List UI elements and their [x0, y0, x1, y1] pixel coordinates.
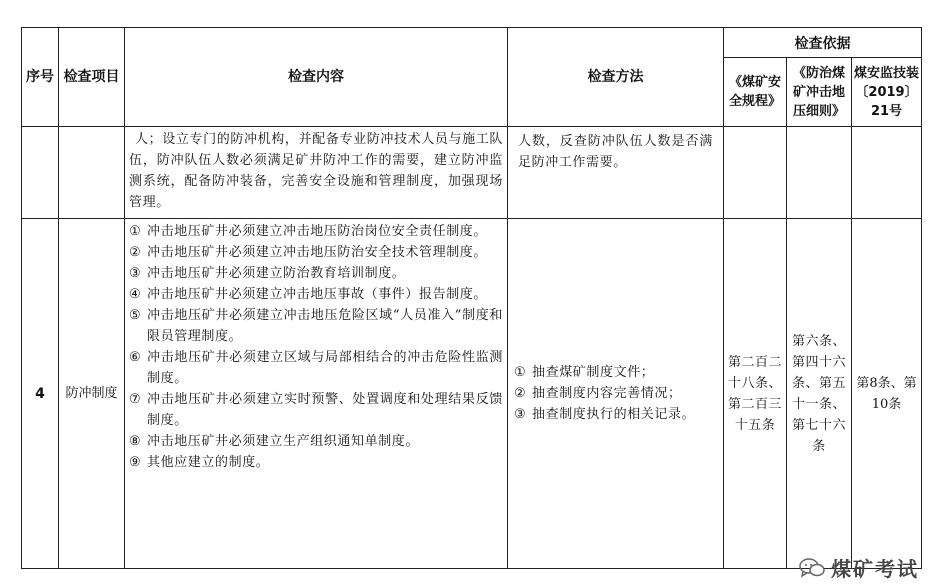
content-item-text: 冲击地压矿井必须建立冲击地压事故（事件）报告制度。 — [147, 287, 488, 302]
method-item-text: 抽查煤矿制度文件； — [532, 365, 655, 380]
content-item-number: ④ — [129, 287, 141, 302]
continued-basis-tech-cell — [852, 127, 922, 219]
content-item — [129, 431, 503, 452]
method-item-text: 抽查制度内容完善情况； — [532, 386, 682, 401]
content-item — [129, 284, 503, 305]
content-item — [129, 221, 503, 242]
header-method: 检查方法 — [508, 28, 724, 127]
content-item — [129, 389, 503, 431]
content-list — [129, 221, 503, 473]
header-no: 序号 — [22, 28, 59, 127]
content-item-number: ② — [129, 245, 141, 260]
row-4-item: 防冲制度 — [59, 219, 125, 569]
watermark-text: 煤矿考试 — [831, 557, 919, 581]
continued-no-cell — [22, 127, 59, 219]
method-item-number: ① — [514, 365, 526, 380]
continued-item-cell — [59, 127, 125, 219]
continued-content-text: 人；设立专门的防冲机构，并配备专业防冲技术人员与施工队伍，防冲队伍人数必须满足矿井防冲工作的需要，建立防冲监测系统，配备防冲装备，完善安全设施和管理制度，加强现场管理。 — [129, 132, 503, 210]
continued-basis-rules-cell — [787, 127, 852, 219]
header-basis-safety-regulations: 《煤矿安全规程》 — [724, 58, 787, 127]
content-item-text: 冲击地压矿井必须建立实时预警、处置调度和处理结果反馈制度。 — [147, 392, 503, 428]
row-4-method — [508, 219, 724, 569]
method-item-number: ③ — [514, 407, 526, 422]
content-item-text: 冲击地压矿井必须建立生产组织通知单制度。 — [147, 434, 420, 449]
continued-method-text: 人数，反查防冲队伍人数是否满足防冲工作需要。 — [518, 134, 713, 170]
content-item-text: 冲击地压矿井必须建立冲击地压防治安全技术管理制度。 — [147, 245, 488, 260]
row-4-basis-tech: 第8条、第10条 — [852, 219, 922, 569]
row-4-basis-rules: 第六条、第四十六条、第五十一条、第七十六条 — [787, 219, 852, 569]
content-item-number: ⑦ — [129, 392, 141, 407]
wechat-icon — [799, 557, 825, 579]
content-item-text: 冲击地压矿井必须建立防治教育培训制度。 — [147, 266, 406, 281]
content-item-number: ① — [129, 224, 141, 239]
header-basis-rockburst-rules: 《防治煤矿冲击地压细则》 — [787, 58, 852, 127]
method-item-text: 抽查制度执行的相关记录。 — [532, 407, 696, 422]
inspection-table — [21, 27, 922, 569]
content-item — [129, 263, 503, 284]
header-basis-tech-document: 煤安监技装〔2019〕21号 — [852, 58, 922, 127]
row-4-basis-safety: 第二百二十八条、第二百三十五条 — [724, 219, 787, 569]
content-item — [129, 347, 503, 389]
header-item: 检查项目 — [59, 28, 125, 127]
row-4-content — [125, 219, 508, 569]
continued-basis-safety-cell — [724, 127, 787, 219]
content-item-number: ⑧ — [129, 434, 141, 449]
method-item — [514, 362, 717, 383]
method-item-number: ② — [514, 386, 526, 401]
content-item-text: 冲击地压矿井必须建立冲击地压危险区域“人员准入”制度和限员管理制度。 — [147, 308, 503, 344]
content-item-number: ⑥ — [129, 350, 141, 365]
content-item-text: 其他应建立的制度。 — [147, 455, 270, 470]
content-item-number: ⑨ — [129, 455, 141, 470]
method-list — [514, 362, 717, 425]
method-item — [514, 404, 717, 425]
continued-content-cell — [125, 127, 508, 219]
content-item — [129, 305, 503, 347]
content-item — [129, 452, 503, 473]
method-item — [514, 383, 717, 404]
row-4-no: 4 — [22, 219, 59, 569]
content-item-text: 冲击地压矿井必须建立冲击地压防治岗位安全责任制度。 — [147, 224, 488, 239]
header-content: 检查内容 — [125, 28, 508, 127]
header-basis: 检查依据 — [724, 28, 922, 58]
content-item-text: 冲击地压矿井必须建立区域与局部相结合的冲击危险性监测制度。 — [147, 350, 503, 386]
continued-method-cell — [508, 127, 724, 219]
watermark — [799, 553, 919, 582]
content-item-number: ③ — [129, 266, 141, 281]
content-item — [129, 242, 503, 263]
content-item-number: ⑤ — [129, 308, 141, 323]
